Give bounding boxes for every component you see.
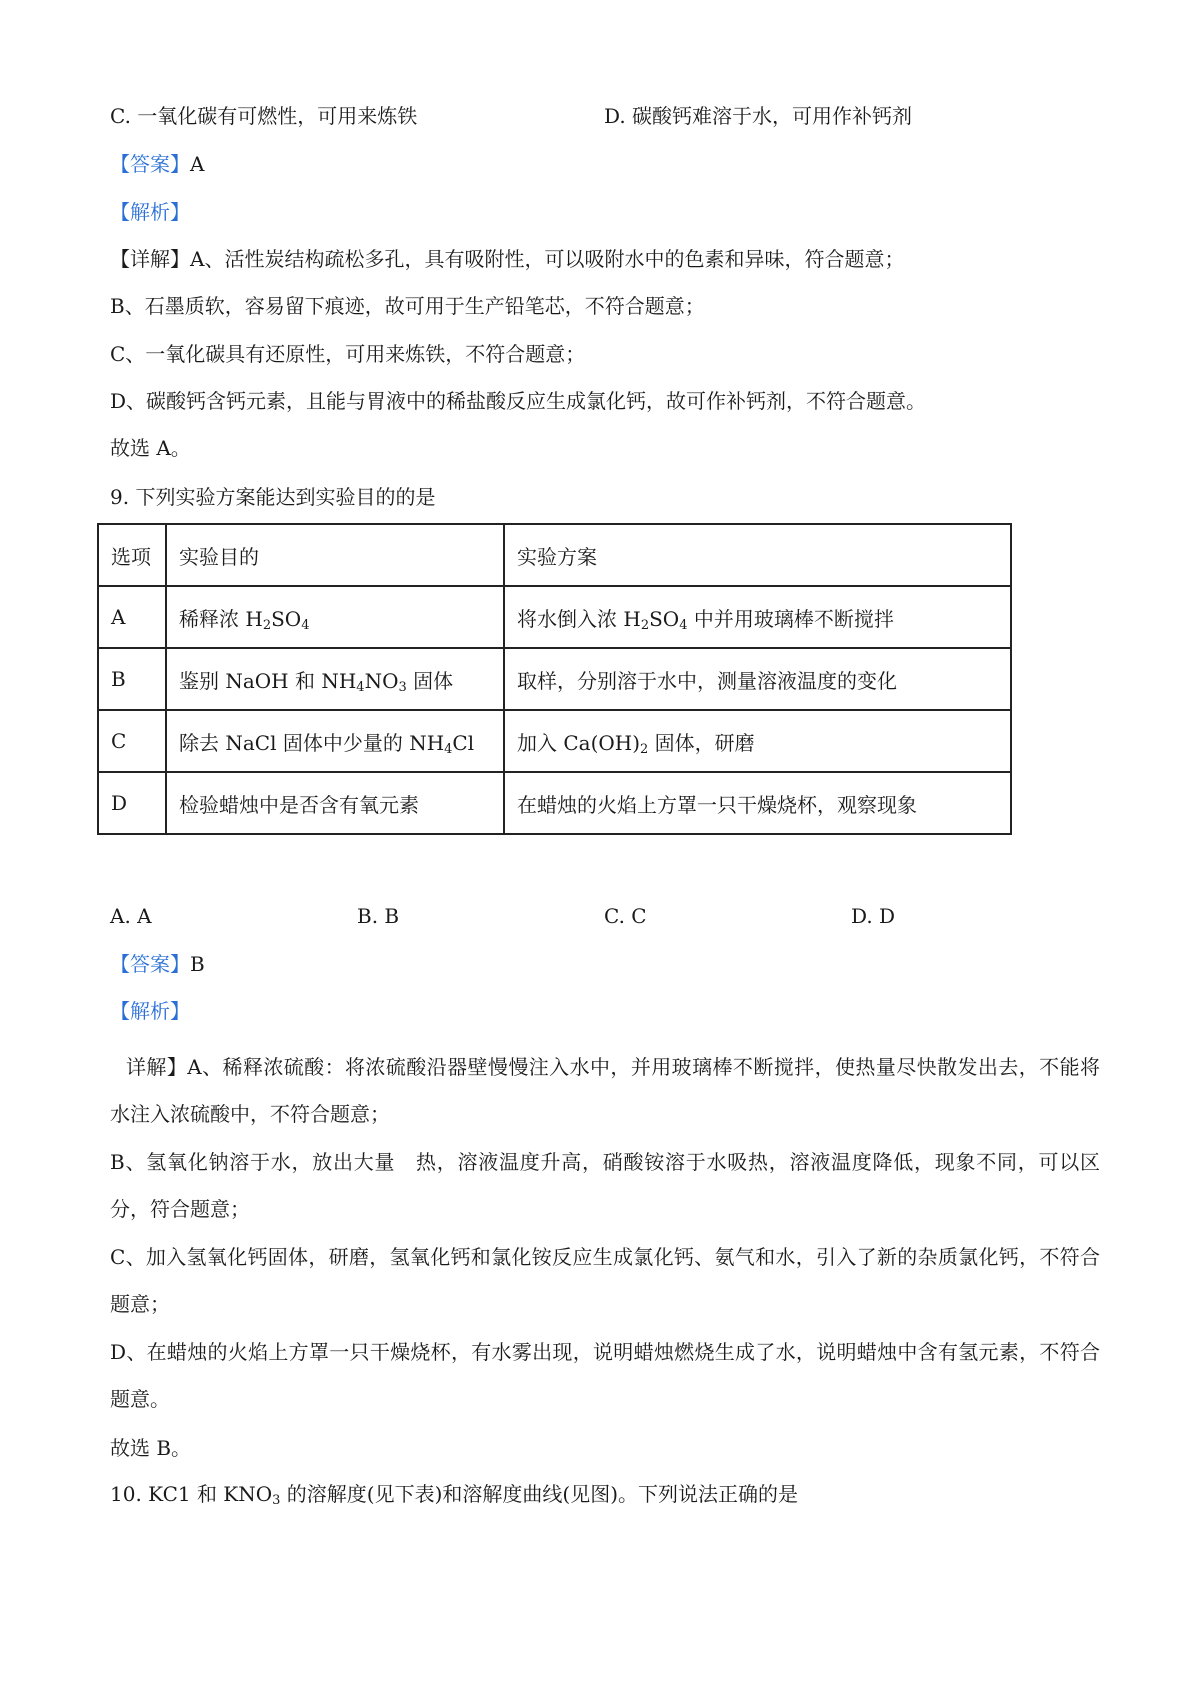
row-plan: 取样，分别溶于水中，测量溶液温度的变化 <box>504 648 1011 710</box>
row-goal: 检验蜡烛中是否含有氧元素 <box>166 772 504 834</box>
header-goal: 实验目的 <box>166 524 504 586</box>
table-row <box>98 710 1011 772</box>
q8-detail-c: C、一氧化碳具有还原性，可用来炼铁，不符合题意； <box>110 342 586 366</box>
row-option: A <box>98 586 166 648</box>
q9-table <box>97 523 1012 835</box>
answer-tag: 【答案】 <box>110 152 190 176</box>
row-goal: 除去 NaCl 固体中少量的 $NH_4Cl$ <box>166 710 504 772</box>
q8-analysis-tag: 【解析】 <box>110 200 190 224</box>
q9-conclusion: 故选 B。 <box>110 1436 192 1460</box>
q8-detail-d: D、碳酸钙含钙元素，且能与胃液中的稀盐酸反应生成氯化钙，故可作补钙剂，不符合题意。 <box>110 389 927 413</box>
header-option: 选项 <box>98 524 166 586</box>
table-row <box>98 648 1011 710</box>
q10-stem: 10. KC1 和 $KNO_3$ 的溶解度(见下表)和溶解度曲线(见图)。下列说法正确的是 <box>110 1482 799 1508</box>
q8-detail-a: 【详解】A、活性炭结构疏松多孔，具有吸附性，可以吸附水中的色素和异味，符合题意； <box>110 247 905 271</box>
answer-value: A <box>190 152 205 176</box>
answer-value: B <box>190 952 205 976</box>
answer-tag: 【答案】 <box>110 952 190 976</box>
q9-detail-d: D、在蜡烛的火焰上方罩一只干燥烧杯，有水雾出现，说明蜡烛燃烧生成了水，说明蜡烛中含有氢元素，不符合题意。 <box>110 1340 1100 1411</box>
table-row <box>98 772 1011 834</box>
q9-choice-b: B. B <box>357 904 400 928</box>
row-option: B <box>98 648 166 710</box>
q8-detail-b: B、石墨质软，容易留下痕迹，故可用于生产铅笔芯，不符合题意； <box>110 294 705 318</box>
q9-analysis-tag: 【解析】 <box>110 999 190 1023</box>
q9-choice-d: D. D <box>851 904 896 928</box>
q8-conclusion: 故选 A。 <box>110 436 191 460</box>
q8-option-c: C. 一氧化碳有可燃性，可用来炼铁 <box>110 104 418 128</box>
row-plan: 在蜡烛的火焰上方罩一只干燥烧杯，观察现象 <box>504 772 1011 834</box>
row-option: D <box>98 772 166 834</box>
row-plan: 将水倒入浓 $H_2SO_4$ 中并用玻璃棒不断搅拌 <box>504 586 1011 648</box>
row-option: C <box>98 710 166 772</box>
table-row <box>98 586 1011 648</box>
row-plan: 加入 $Ca(OH)_2$ 固体，研磨 <box>504 710 1011 772</box>
q8-option-d: D. 碳酸钙难溶于水，可用作补钙剂 <box>604 104 913 128</box>
row-goal: 稀释浓 $H_2SO_4$ <box>166 586 504 648</box>
header-plan: 实验方案 <box>504 524 1011 586</box>
table-header-row <box>98 524 1011 586</box>
q9-detail-b: B、氢氧化钠溶于水，放出大量 热，溶液温度升高，硝酸铵溶于水吸热，溶液温度降低，现象不同，可以区分，符合题意； <box>110 1150 1100 1221</box>
row-goal: 鉴别 NaOH 和 $NH_4NO_3$ 固体 <box>166 648 504 710</box>
q8-answer <box>110 150 204 178</box>
q9-detail-c: C、加入氢氧化钙固体，研磨，氢氧化钙和氯化铵反应生成氯化钙、氨气和水，引入了新的杂质氯化钙，不符合题意； <box>110 1245 1100 1316</box>
q9-answer <box>110 950 205 978</box>
q9-detail-a: 详解】A、稀释浓硫酸：将浓硫酸沿器壁慢慢注入水中，并用玻璃棒不断搅拌，使热量尽快散发出去，不能将水注入浓硫酸中，不符合题意； <box>110 1055 1100 1126</box>
q9-choice-a: A. A <box>110 904 152 928</box>
q9-stem: 9. 下列实验方案能达到实验目的的是 <box>110 485 436 509</box>
q9-choice-c: C. C <box>604 904 647 928</box>
